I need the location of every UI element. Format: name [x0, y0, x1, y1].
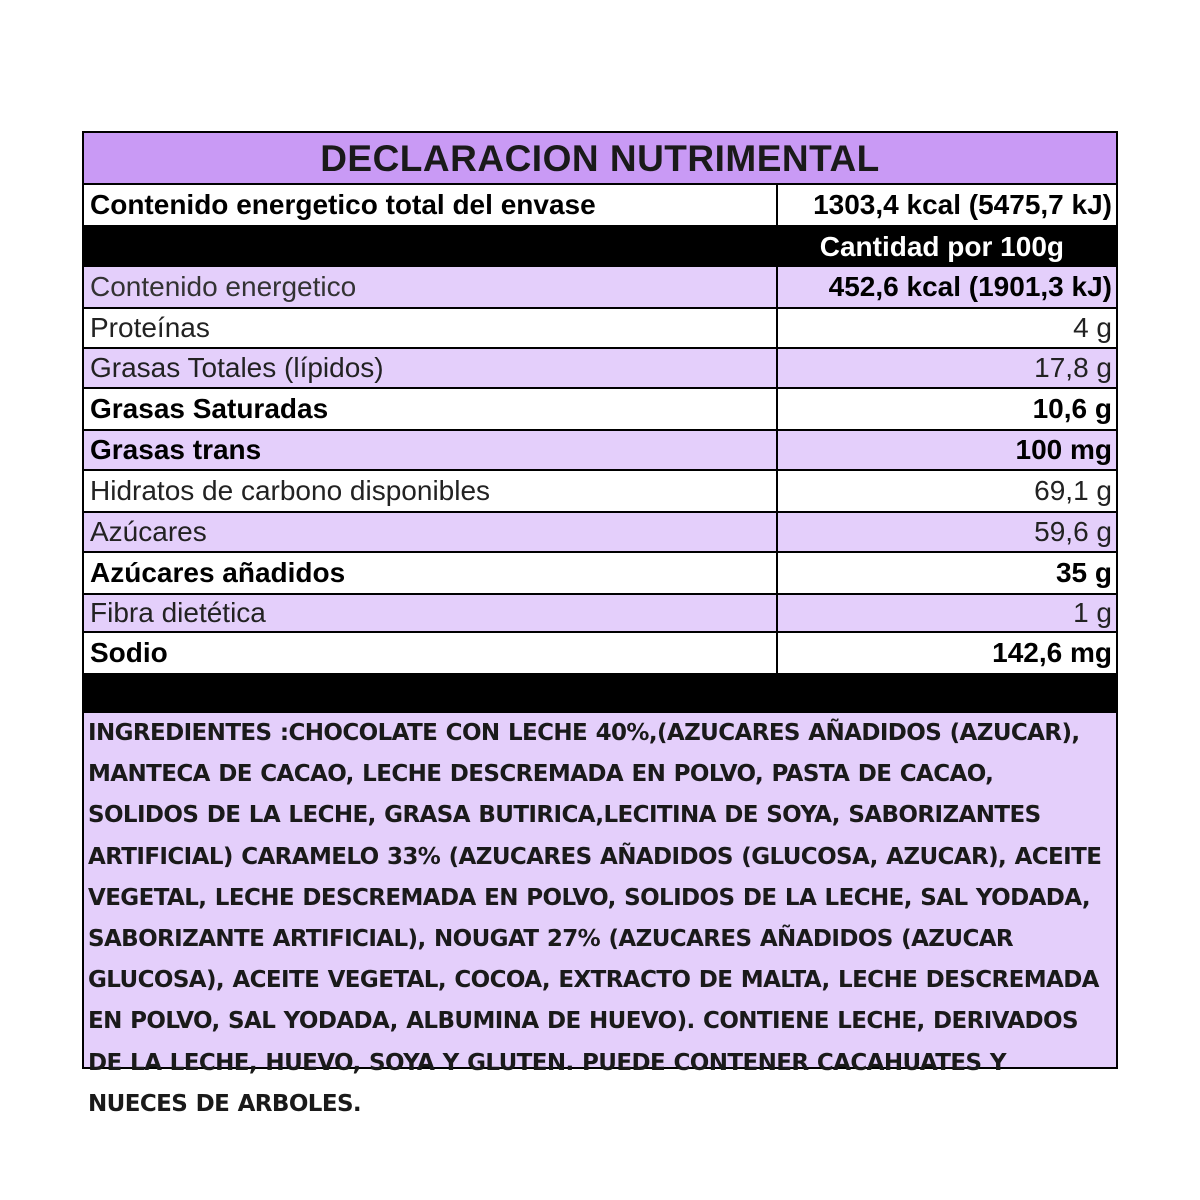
nutrient-label: Proteínas	[84, 309, 778, 347]
nutrient-row	[84, 633, 1116, 673]
nutrient-label: Contenido energetico	[84, 267, 778, 307]
nutrient-value: 4 g	[1073, 312, 1112, 343]
ingredients-text: INGREDIENTES :CHOCOLATE CON LECHE 40%,(AZUCARES AÑADIDOS (AZUCAR), MANTECA DE CACAO, LECHE DESCREMADA EN POLVO, PASTA DE CACAO, SOLIDOS DE LA LECHE, GRASA BUTIRICA,LECITINA DE SOYA, SABORIZANTES ARTIFICIAL) CARAMELO 33% (AZUCARES AÑADIDOS (GLUCOSA, AZUCAR), ACEITE VEGETAL, LECHE DESCREMADA EN POLVO, SOLIDOS DE LA LECHE, SAL YODADA, SABORIZANTE ARTIFICIAL), NOUGAT 27% (AZUCARES AÑADIDOS (AZUCAR GLUCOSA), ACEITE VEGETAL, COCOA, EXTRACTO DE MALTA, LECHE DESCREMADA EN POLVO, SAL YODADA, ALBUMINA DE HUEVO). CONTIENE LECHE, DERIVADOS DE LA LECHE, HUEVO, SOYA Y GLUTEN. PUEDE CONTENER CACAHUATES Y NUECES DE ARBOLES.	[84, 713, 1116, 1067]
total-energy-label: Contenido energetico total del envase	[84, 185, 778, 225]
nutrient-label: Azúcares añadidos	[84, 553, 778, 593]
nutrient-row	[84, 553, 1116, 595]
nutrient-label: Grasas Saturadas	[84, 389, 778, 429]
nutrient-label: Hidratos de carbono disponibles	[84, 471, 778, 511]
per-100g-header: Cantidad por 100g	[819, 231, 1064, 262]
nutrient-label: Sodio	[84, 633, 778, 673]
nutrient-label: Fibra dietética	[84, 595, 778, 631]
nutrient-value: 69,1 g	[1034, 475, 1112, 506]
nutrient-label: Grasas trans	[84, 431, 778, 469]
nutrient-row	[84, 471, 1116, 513]
nutrient-row	[84, 595, 1116, 633]
nutrient-value: 100 mg	[1015, 434, 1112, 465]
nutrient-value: 1 g	[1073, 597, 1112, 628]
panel-title: DECLARACION NUTRIMENTAL	[84, 133, 1116, 185]
per-100g-header-row	[84, 227, 1116, 267]
nutrient-row	[84, 267, 1116, 309]
nutrient-row	[84, 309, 1116, 349]
nutrition-panel	[82, 131, 1118, 1117]
nutrient-value: 35 g	[1055, 557, 1112, 588]
total-energy-row	[84, 185, 1116, 227]
nutrient-row	[84, 513, 1116, 553]
nutrient-row	[84, 389, 1116, 431]
separator-bar	[84, 673, 1116, 713]
total-energy-value: 1303,4 kcal (5475,7 kJ)	[813, 189, 1112, 220]
nutrient-label: Grasas Totales (lípidos)	[84, 349, 778, 387]
nutrient-value: 59,6 g	[1034, 516, 1112, 547]
nutrient-label: Azúcares	[84, 513, 778, 551]
nutrient-row	[84, 349, 1116, 389]
nutrient-value: 452,6 kcal (1901,3 kJ)	[828, 271, 1112, 302]
nutrient-row	[84, 431, 1116, 471]
nutrient-value: 142,6 mg	[992, 637, 1112, 668]
nutrient-value: 17,8 g	[1034, 352, 1112, 383]
nutrient-value: 10,6 g	[1032, 393, 1112, 424]
